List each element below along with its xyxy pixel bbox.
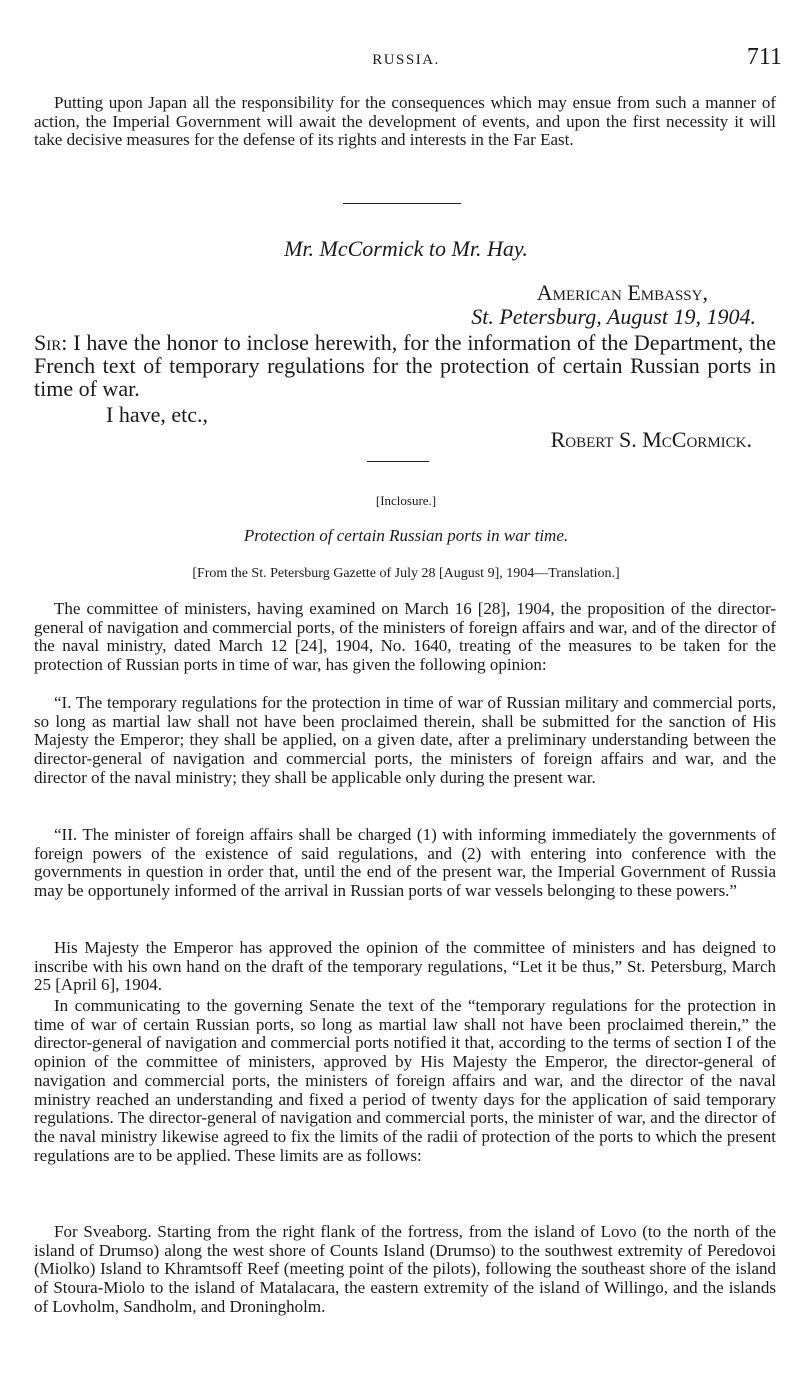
inclosure-paragraph: His Majesty the Emperor has approved the opinion of the committee of ministers and has deigned to inscribe with his own hand on the draft of the temporary regulations, “Let it be thus,” St. Petersburg, March 25 [April 6], 1904. [34,938,776,995]
page-header [30,44,782,78]
letter-place: American Embassy, [536,280,708,305]
inclosure-paragraph: “II. The minister of foreign affairs shall be charged (1) with informing immediately the governments of foreign powers of the existence of said regulations, and (2) with entering into conference with the governments in question in order that, until the end of the present war, the Imperial Government of Russia may be opportunely informed of the arrival in Russian ports of war vessels belonging to these powers.” [34,825,776,901]
inclosure-paragraph: In communicating to the governing Senate the text of the “temporary regulations for the protection in time of war of certain Russian ports, so long as martial law shall not have been proclaimed therein,” the director-general of navigation and commercial ports notified it that, according to the terms of section I of the opinion of the committee of ministers, approved by His Majesty the Emperor, the director-general of navigation and commercial ports, the ministers of foreign affairs and war, and the director of the naval ministry reached an understanding and fixed a period of twenty days for the application of said temporary regulations. The director-general of navigation and commercial ports, the minister of war, and the director of the naval ministry likewise agreed to fix the limits of the radii of protection of the ports to which the present regulations are to be applied. These limits are as follows: [34,996,776,1165]
inclosure-paragraph: For Sveaborg. Starting from the right flank of the fortress, from the island of Lovo (to the north of the island of Drumso) along the west shore of Counts Island (Drumso) to the southwest extremity of Peredovoi (Miolko) Island to Khramtsoff Reef (meeting point of the pilots), following the southeast shore of the island of Stoura-Miolo to the island of Matalacara, the eastern extremity of the island of Willingo, and the islands of Lovholm, Sandholm, and Droningholm. [34,1222,776,1316]
inclosure-source: [From the St. Petersburg Gazette of July 28 [August 9], 1904—Translation.] [192,566,620,581]
letter-date: August 19, 1904. [606,304,756,329]
letter-closing: I have, etc., [106,402,208,427]
inclosure-label: [Inclosure.] [375,493,437,508]
letter-body: Sir: I have the honor to inclose herewith, for the information of the Department, the French text of temporary regulations for the protection of certain Russian ports in time of war. [34,330,776,401]
letter-dateline [34,305,776,328]
page-number: 711 [746,44,782,70]
inclosure-paragraph: “I. The temporary regulations for the protection in time of war of Russian military and commercial ports, so long as martial law shall not have been proclaimed therein, shall be submitted for the sanction of His Majesty the Emperor; they shall be applied, on a given date, after a preliminary understanding between the director-general of navigation and commercial ports, the ministers of foreign affairs and war, and the director of the naval ministry; they shall be applicable only during the present war. [34,693,776,787]
section-divider-2 [367,461,429,462]
inclosure-title: Protection of certain Russian ports in war time. [243,526,569,545]
letter-body-text: I have the honor to inclose herewith, for the information of the Department, the French text of temporary regulations for the protection of certain Russian ports in time of war. [34,330,776,401]
inclosure-paragraph: The committee of ministers, having examined on March 16 [28], 1904, the proposition of the director-general of navigation and commercial ports, of the ministers of foreign affairs and war, and of the director of the naval ministry, dated March 12 [24], 1904, No. 1640, treating of the measures to be taken for the protection of Russian ports in time of war, has given the following opinion: [34,599,776,675]
letter-date-place: St. Petersburg, [471,304,602,329]
running-head: RUSSIA. [372,52,440,68]
section-divider [343,203,461,204]
letter-signature: Robert S. McCormick. [550,427,752,452]
letter-title: Mr. McCormick to Mr. Hay. [284,236,528,261]
opening-paragraph: Putting upon Japan all the responsibility for the consequences which may ensue from such a manner of action, the Imperial Government will await the development of events, and upon the first necessity it will take decisive measures for the defense of its rights and interests in the Far East. [34,93,776,150]
letter-salutation: Sir [34,330,62,355]
